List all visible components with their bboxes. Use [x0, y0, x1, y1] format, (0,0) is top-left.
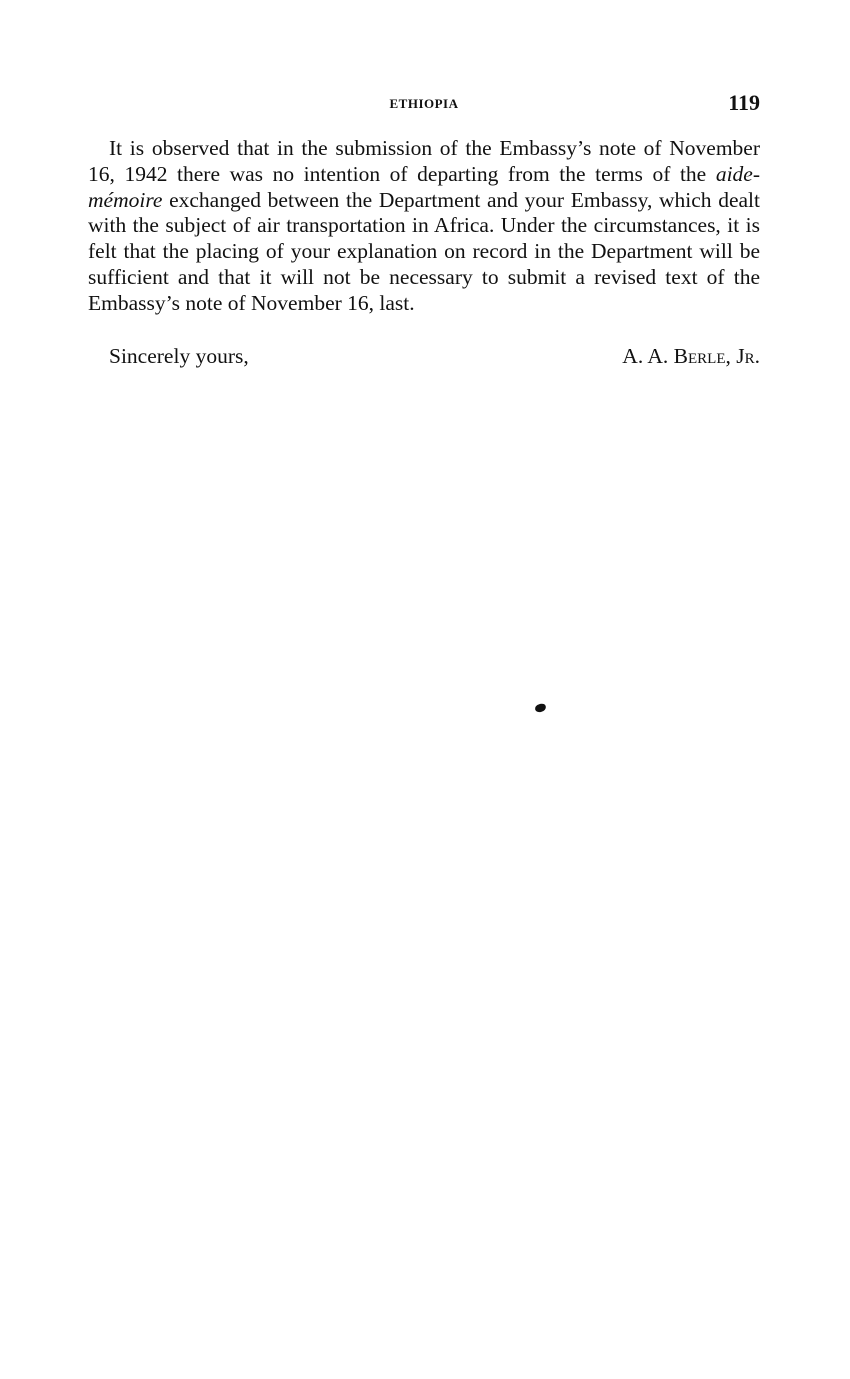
- page-number: 119: [728, 90, 760, 115]
- italic-term: aide-mémoire: [88, 161, 760, 212]
- complimentary-close: Sincerely yours,: [109, 344, 249, 368]
- letter-closing: [88, 344, 760, 370]
- signature: A. A. Berle, Jr.: [622, 344, 760, 368]
- running-title: ETHIOPIA: [389, 96, 459, 111]
- paragraph-text-end: exchanged between the Department and your Embassy, which dealt with the subject of air transportation in Africa. Under the circumstances, it is felt that the placing of your explanation on record in the Department will be sufficient and that it will not be necessary to submit a revised text of the Embassy’s note of November 16, last.: [88, 187, 760, 315]
- body-paragraph: [88, 136, 760, 317]
- ink-speck: [534, 703, 547, 714]
- paragraph-text-start: It is observed that in the submission of the Embassy’s note of November 16, 1942 there was no intention of departing from the terms of the: [88, 136, 760, 186]
- letter-body: [88, 136, 760, 317]
- running-header: [88, 92, 760, 118]
